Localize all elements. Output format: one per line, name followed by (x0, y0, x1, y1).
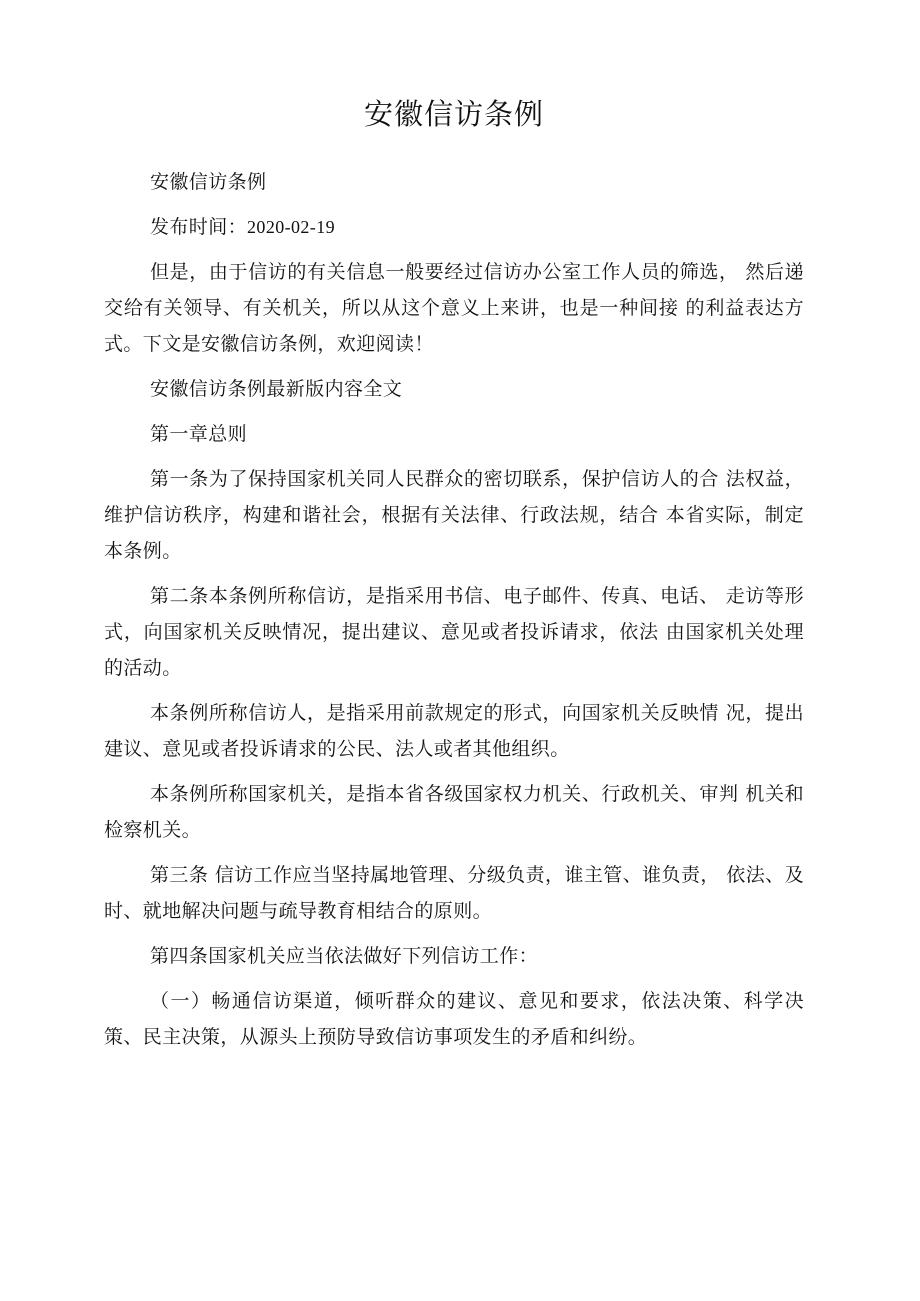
article-4-item-1: （一）畅通信访渠道，倾听群众的建议、意见和要求，依法决策、科学决策、民主决策，从源头上预防导致信访事项发生的矛盾和纠纷。 (104, 990, 804, 1048)
article-2-petitioner-definition: 本条例所称信访人，是指采用前款规定的形式，向国家机关反映情 况，提出建议、意见或者投诉请求的公民、法人或者其他组织。 (104, 702, 804, 760)
article-1: 第一条为了保持国家机关同人民群众的密切联系，保护信访人的合 法权益，维护信访秩序，构建和谐社会，根据有关法律、行政法规，结合 本省实际，制定本条例。 (104, 468, 804, 562)
publish-info (104, 209, 804, 245)
document-subtitle: 安徽信访条例 (150, 171, 267, 193)
article-2-state-organ-definition: 本条例所称国家机关，是指本省各级国家权力机关、行政机关、审判 机关和检察机关。 (104, 783, 804, 841)
document-title: 安徽信访条例 (363, 97, 544, 131)
paragraph-heading-fulltext: 安徽信访条例最新版内容全文 (150, 378, 403, 400)
paragraph-intro: 但是，由于信访的有关信息一般要经过信访办公室工作人员的筛选， 然后递交给有关领导、有关机关，所以从这个意义上来讲，也是一种间接 的利益表达方式。下文是安徽信访条例，欢迎阅读！ (104, 261, 804, 355)
article-2: 第二条本条例所称信访，是指采用书信、电子邮件、传真、电话、 走访等形式，向国家机关反映情况，提出建议、意见或者投诉请求，依法 由国家机关处理的活动。 (104, 585, 804, 679)
article-4: 第四条国家机关应当依法做好下列信访工作： (150, 945, 539, 967)
publish-date: 2020-02-19 (247, 217, 336, 237)
chapter-heading: 第一章总则 (150, 423, 248, 445)
article-3: 第三条 信访工作应当坚持属地管理、分级负责，谁主管、谁负责， 依法、及时、就地解决问题与疏导教育相结合的原则。 (104, 864, 804, 922)
publish-label: 发布时间： (150, 216, 248, 238)
